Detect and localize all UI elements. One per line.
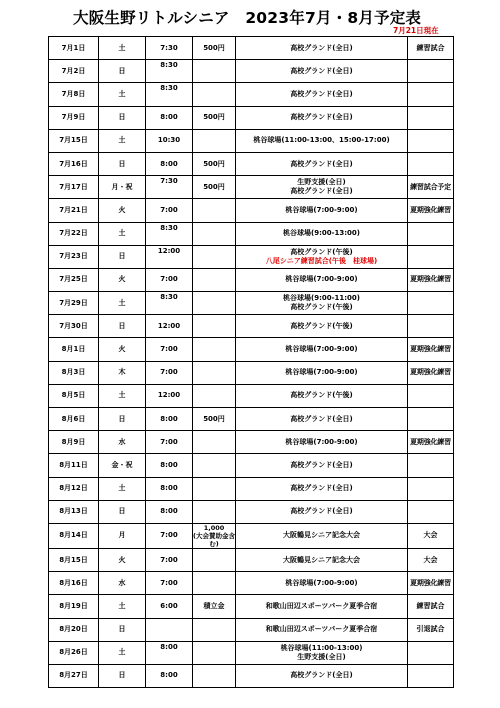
row-date: 8月26日 (49, 641, 99, 664)
row-start-time: 7:30 (146, 176, 193, 199)
schedule-row (49, 384, 454, 407)
schedule-row (49, 106, 454, 129)
schedule-row (49, 477, 454, 500)
row-date: 7月8日 (49, 83, 99, 106)
row-fee (193, 338, 236, 361)
row-fee (193, 477, 236, 500)
row-date: 8月16日 (49, 572, 99, 595)
schedule-row (49, 152, 454, 175)
row-day-of-week: 土 (99, 222, 146, 245)
row-location (236, 431, 408, 454)
fee-line: (大会賛助金含む) (193, 531, 235, 548)
location-line: 生野支援(全日) (297, 178, 346, 187)
row-date: 8月15日 (49, 548, 99, 571)
row-date: 7月1日 (49, 37, 99, 60)
row-fee (193, 641, 236, 664)
row-location (236, 129, 408, 152)
row-date: 7月23日 (49, 245, 99, 268)
schedule-row (49, 129, 454, 152)
schedule-row (49, 431, 454, 454)
row-date: 7月9日 (49, 106, 99, 129)
row-start-time: 8:00 (146, 152, 193, 175)
row-location (236, 523, 408, 548)
row-location (236, 548, 408, 571)
row-day-of-week: 日 (99, 618, 146, 641)
row-fee (193, 454, 236, 477)
row-fee (193, 60, 236, 83)
page-title: 大阪生野リトルシニア 2023年7月・8月予定表 (73, 9, 422, 27)
row-start-time: 8:00 (146, 106, 193, 129)
row-day-of-week: 日 (99, 408, 146, 431)
row-fee (193, 245, 236, 268)
row-date: 7月21日 (49, 199, 99, 222)
schedule-row (49, 641, 454, 664)
row-fee (193, 572, 236, 595)
location-line: 桃谷球場(7:00-9:00) (285, 275, 358, 284)
row-date: 7月2日 (49, 60, 99, 83)
location-line: 桃谷球場(11:00-13:00、15:00-17:00) (253, 136, 390, 145)
row-location (236, 454, 408, 477)
row-day-of-week: 月 (99, 523, 146, 548)
row-note: 練習試合 (408, 37, 454, 60)
row-location (236, 384, 408, 407)
location-line: 生野支援(全日) (297, 652, 346, 661)
row-day-of-week: 水 (99, 431, 146, 454)
location-line: 高校グランド(全日) (290, 484, 353, 493)
row-start-time: 7:30 (146, 37, 193, 60)
row-start-time: 8:30 (146, 60, 193, 83)
row-note (408, 222, 454, 245)
row-fee (193, 83, 236, 106)
as-of-date: 7月21日現在 (393, 26, 439, 35)
row-note: 夏期強化練習 (408, 572, 454, 595)
row-note: 夏期強化練習 (408, 268, 454, 291)
row-day-of-week: 木 (99, 361, 146, 384)
row-location (236, 222, 408, 245)
row-day-of-week: 月・祝 (99, 176, 146, 199)
row-start-time: 8:00 (146, 454, 193, 477)
row-location (236, 618, 408, 641)
row-day-of-week: 日 (99, 245, 146, 268)
row-fee (193, 315, 236, 338)
row-date: 8月27日 (49, 664, 99, 687)
row-day-of-week: 日 (99, 664, 146, 687)
location-line: 高校グランド(午後) (290, 321, 353, 330)
schedule-row (49, 595, 454, 618)
row-location (236, 60, 408, 83)
schedule-row (49, 408, 454, 431)
row-start-time: 7:00 (146, 338, 193, 361)
row-fee (193, 500, 236, 523)
row-location (236, 338, 408, 361)
row-start-time: 10:30 (146, 129, 193, 152)
row-location (236, 641, 408, 664)
row-date: 7月30日 (49, 315, 99, 338)
row-day-of-week: 日 (99, 60, 146, 83)
schedule-row (49, 83, 454, 106)
row-date: 8月3日 (49, 361, 99, 384)
schedule-body (49, 37, 454, 688)
row-note: 大会 (408, 548, 454, 571)
row-date: 7月16日 (49, 152, 99, 175)
schedule-row (49, 361, 454, 384)
schedule-row (49, 199, 454, 222)
row-day-of-week: 日 (99, 500, 146, 523)
row-note (408, 408, 454, 431)
row-date: 7月29日 (49, 292, 99, 315)
schedule-row (49, 37, 454, 60)
row-start-time: 7:00 (146, 361, 193, 384)
row-note (408, 500, 454, 523)
row-location (236, 106, 408, 129)
schedule-row (49, 454, 454, 477)
row-start-time: 8:00 (146, 477, 193, 500)
row-note (408, 129, 454, 152)
row-fee (193, 129, 236, 152)
location-line: 高校グランド(全日) (290, 159, 353, 168)
row-note: 練習試合 (408, 595, 454, 618)
row-day-of-week: 日 (99, 152, 146, 175)
location-line: 高校グランド(午後) (290, 247, 353, 256)
schedule-row (49, 176, 454, 199)
row-start-time: 7:00 (146, 199, 193, 222)
row-day-of-week: 日 (99, 315, 146, 338)
row-start-time: 7:00 (146, 523, 193, 548)
row-note: 大会 (408, 523, 454, 548)
row-day-of-week: 土 (99, 37, 146, 60)
schedule-row (49, 500, 454, 523)
schedule-row (49, 245, 454, 268)
row-note: 夏期強化練習 (408, 199, 454, 222)
schedule-row (49, 664, 454, 687)
schedule-row (49, 292, 454, 315)
location-line: 和歌山田辺スポーツパーク夏季合宿 (265, 601, 378, 610)
row-fee: 500円 (193, 152, 236, 175)
row-day-of-week: 日 (99, 106, 146, 129)
row-location (236, 83, 408, 106)
row-start-time: 8:30 (146, 222, 193, 245)
location-line: 桃谷球場(7:00-9:00) (285, 368, 358, 377)
location-line: 高校グランド(全日) (290, 507, 353, 516)
row-note (408, 477, 454, 500)
location-line: 桃谷球場(7:00-9:00) (285, 345, 358, 354)
row-start-time: 8:30 (146, 83, 193, 106)
row-start-time: 12:00 (146, 315, 193, 338)
row-day-of-week: 金・祝 (99, 454, 146, 477)
row-start-time: 6:00 (146, 595, 193, 618)
row-note (408, 384, 454, 407)
row-note: 引退試合 (408, 618, 454, 641)
schedule-row (49, 60, 454, 83)
row-fee (193, 523, 236, 548)
location-line: 桃谷球場(7:00-9:00) (285, 578, 358, 587)
row-fee: 積立金 (193, 595, 236, 618)
row-fee (193, 664, 236, 687)
row-date: 8月19日 (49, 595, 99, 618)
row-location (236, 477, 408, 500)
row-fee (193, 431, 236, 454)
row-note (408, 245, 454, 268)
row-date: 8月1日 (49, 338, 99, 361)
row-note: 夏期強化練習 (408, 338, 454, 361)
location-line: 桃谷球場(9:00-13:00) (283, 229, 360, 238)
row-day-of-week: 水 (99, 572, 146, 595)
row-date: 7月25日 (49, 268, 99, 291)
row-day-of-week: 火 (99, 268, 146, 291)
row-day-of-week: 火 (99, 338, 146, 361)
row-day-of-week: 土 (99, 384, 146, 407)
schedule-table (48, 36, 454, 688)
row-day-of-week: 土 (99, 83, 146, 106)
row-fee (193, 292, 236, 315)
location-line: 大阪鶴見シニア記念大会 (283, 555, 360, 564)
location-line: 高校グランド(全日) (290, 66, 353, 75)
row-note: 練習試合予定 (408, 176, 454, 199)
row-note: 夏期強化練習 (408, 361, 454, 384)
row-fee: 500円 (193, 176, 236, 199)
row-date: 8月12日 (49, 477, 99, 500)
row-location (236, 245, 408, 268)
row-note (408, 315, 454, 338)
location-line: 桃谷球場(7:00-9:00) (285, 205, 358, 214)
row-day-of-week: 土 (99, 595, 146, 618)
row-location (236, 595, 408, 618)
row-fee: 500円 (193, 106, 236, 129)
schedule-row (49, 572, 454, 595)
row-location (236, 361, 408, 384)
row-location (236, 500, 408, 523)
row-note: 夏期強化練習 (408, 431, 454, 454)
row-note (408, 83, 454, 106)
location-line: 大阪鶴見シニア記念大会 (283, 531, 360, 540)
row-location (236, 199, 408, 222)
row-fee: 500円 (193, 37, 236, 60)
row-start-time: 7:00 (146, 268, 193, 291)
row-fee (193, 222, 236, 245)
schedule-row (49, 268, 454, 291)
row-date: 8月13日 (49, 500, 99, 523)
row-day-of-week: 土 (99, 477, 146, 500)
row-location (236, 37, 408, 60)
row-note (408, 60, 454, 83)
row-date: 8月6日 (49, 408, 99, 431)
row-fee (193, 384, 236, 407)
row-note (408, 454, 454, 477)
row-note (408, 152, 454, 175)
row-date: 8月20日 (49, 618, 99, 641)
row-day-of-week: 土 (99, 292, 146, 315)
row-note (408, 106, 454, 129)
location-line: 高校グランド(全日) (290, 414, 353, 423)
row-location (236, 292, 408, 315)
row-start-time: 8:00 (146, 664, 193, 687)
location-line: 高校グランド(午後) (290, 303, 353, 312)
row-start-time: 7:00 (146, 548, 193, 571)
location-line: 桃谷球場(11:00-13:00) (280, 643, 363, 652)
row-start-time: 8:00 (146, 500, 193, 523)
row-start-time (146, 618, 193, 641)
row-date: 8月11日 (49, 454, 99, 477)
row-fee: 500円 (193, 408, 236, 431)
row-day-of-week: 土 (99, 641, 146, 664)
row-date: 7月17日 (49, 176, 99, 199)
row-location (236, 572, 408, 595)
row-location (236, 664, 408, 687)
row-start-time: 12:00 (146, 245, 193, 268)
row-location (236, 315, 408, 338)
schedule-row (49, 523, 454, 548)
location-line: 高校グランド(全日) (290, 89, 353, 98)
location-line: 高校グランド(全日) (290, 187, 353, 196)
location-line: 高校グランド(全日) (290, 460, 353, 469)
location-line: 高校グランド(全日) (290, 113, 353, 122)
row-start-time: 7:00 (146, 572, 193, 595)
row-start-time: 8:00 (146, 641, 193, 664)
row-note (408, 664, 454, 687)
row-start-time: 7:00 (146, 431, 193, 454)
row-location (236, 268, 408, 291)
row-start-time: 8:30 (146, 292, 193, 315)
schedule-row (49, 315, 454, 338)
row-start-time: 12:00 (146, 384, 193, 407)
row-day-of-week: 土 (99, 129, 146, 152)
row-fee (193, 361, 236, 384)
schedule-row (49, 618, 454, 641)
row-date: 7月15日 (49, 129, 99, 152)
row-date: 8月5日 (49, 384, 99, 407)
row-start-time: 8:00 (146, 408, 193, 431)
row-day-of-week: 火 (99, 548, 146, 571)
row-fee (193, 548, 236, 571)
location-line: 桃谷球場(9:00-11:00) (283, 294, 360, 303)
row-location (236, 176, 408, 199)
row-location (236, 408, 408, 431)
fee-line: 1,000 (203, 523, 225, 532)
row-date: 8月9日 (49, 431, 99, 454)
row-fee (193, 199, 236, 222)
row-date: 8月14日 (49, 523, 99, 548)
location-line: 和歌山田辺スポーツパーク夏季合宿 (265, 625, 378, 634)
schedule-row (49, 548, 454, 571)
row-day-of-week: 火 (99, 199, 146, 222)
row-date: 7月22日 (49, 222, 99, 245)
location-line: 高校グランド(全日) (290, 671, 353, 680)
schedule-row (49, 338, 454, 361)
row-note (408, 292, 454, 315)
row-fee (193, 268, 236, 291)
location-line: 高校グランド(全日) (290, 43, 353, 52)
row-fee (193, 618, 236, 641)
location-line: 八尾シニア練習試合(午後 桂球場) (265, 256, 378, 265)
row-note (408, 641, 454, 664)
location-line: 桃谷球場(7:00-9:00) (285, 437, 358, 446)
schedule-row (49, 222, 454, 245)
location-line: 高校グランド(午後) (290, 391, 353, 400)
row-location (236, 152, 408, 175)
